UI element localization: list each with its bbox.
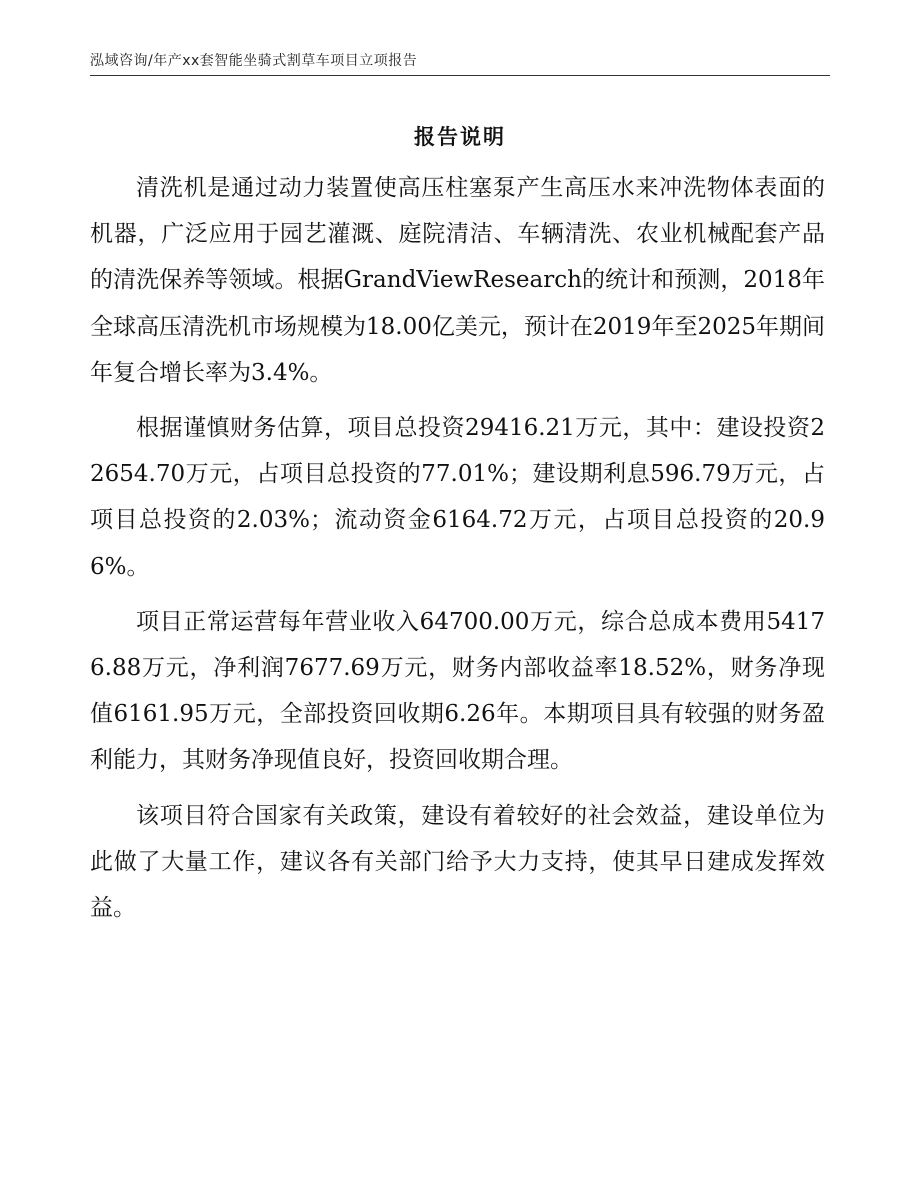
paragraph-investment-estimate: 根据谨慎财务估算，项目总投资29416.21万元，其中：建设投资22654.70万元，占项目总投资的77.01%；建设期利息596.79万元，占项目总投资的2.03%；流动资金6164.72万元，占项目总投资的20.96%。: [90, 415, 825, 580]
paragraph-market-overview: 清洗机是通过动力装置使高压柱塞泵产生高压水来冲洗物体表面的机器，广泛应用于园艺灌溉、庭院清洁、车辆清洗、农业机械配套产品的清洗保养等领域。根据GrandViewResearch的统计和预测，2018年全球高压清洗机市场规模为18.00亿美元，预计在2019年至2025年期间年复合增长率为3.4%。: [90, 175, 825, 386]
paragraph-financial-returns: 项目正常运营每年营业收入64700.00万元，综合总成本费用54176.88万元，净利润7677.69万元，财务内部收益率18.52%，财务净现值6161.95万元，全部投资回收期6.26年。本期项目具有较强的财务盈利能力，其财务净现值良好，投资回收期合理。: [90, 608, 825, 774]
section-title: 报告说明: [414, 125, 506, 149]
paragraph-conclusion: 该项目符合国家有关政策，建设有着较好的社会效益，建设单位为此做了大量工作，建议各有关部门给予大力支持，使其早日建成发挥效益。: [90, 802, 825, 922]
body-text: [90, 165, 825, 940]
running-header: 泓域咨询/年产xx套智能坐骑式割草车项目立项报告: [90, 53, 418, 69]
header-divider: [90, 75, 830, 76]
